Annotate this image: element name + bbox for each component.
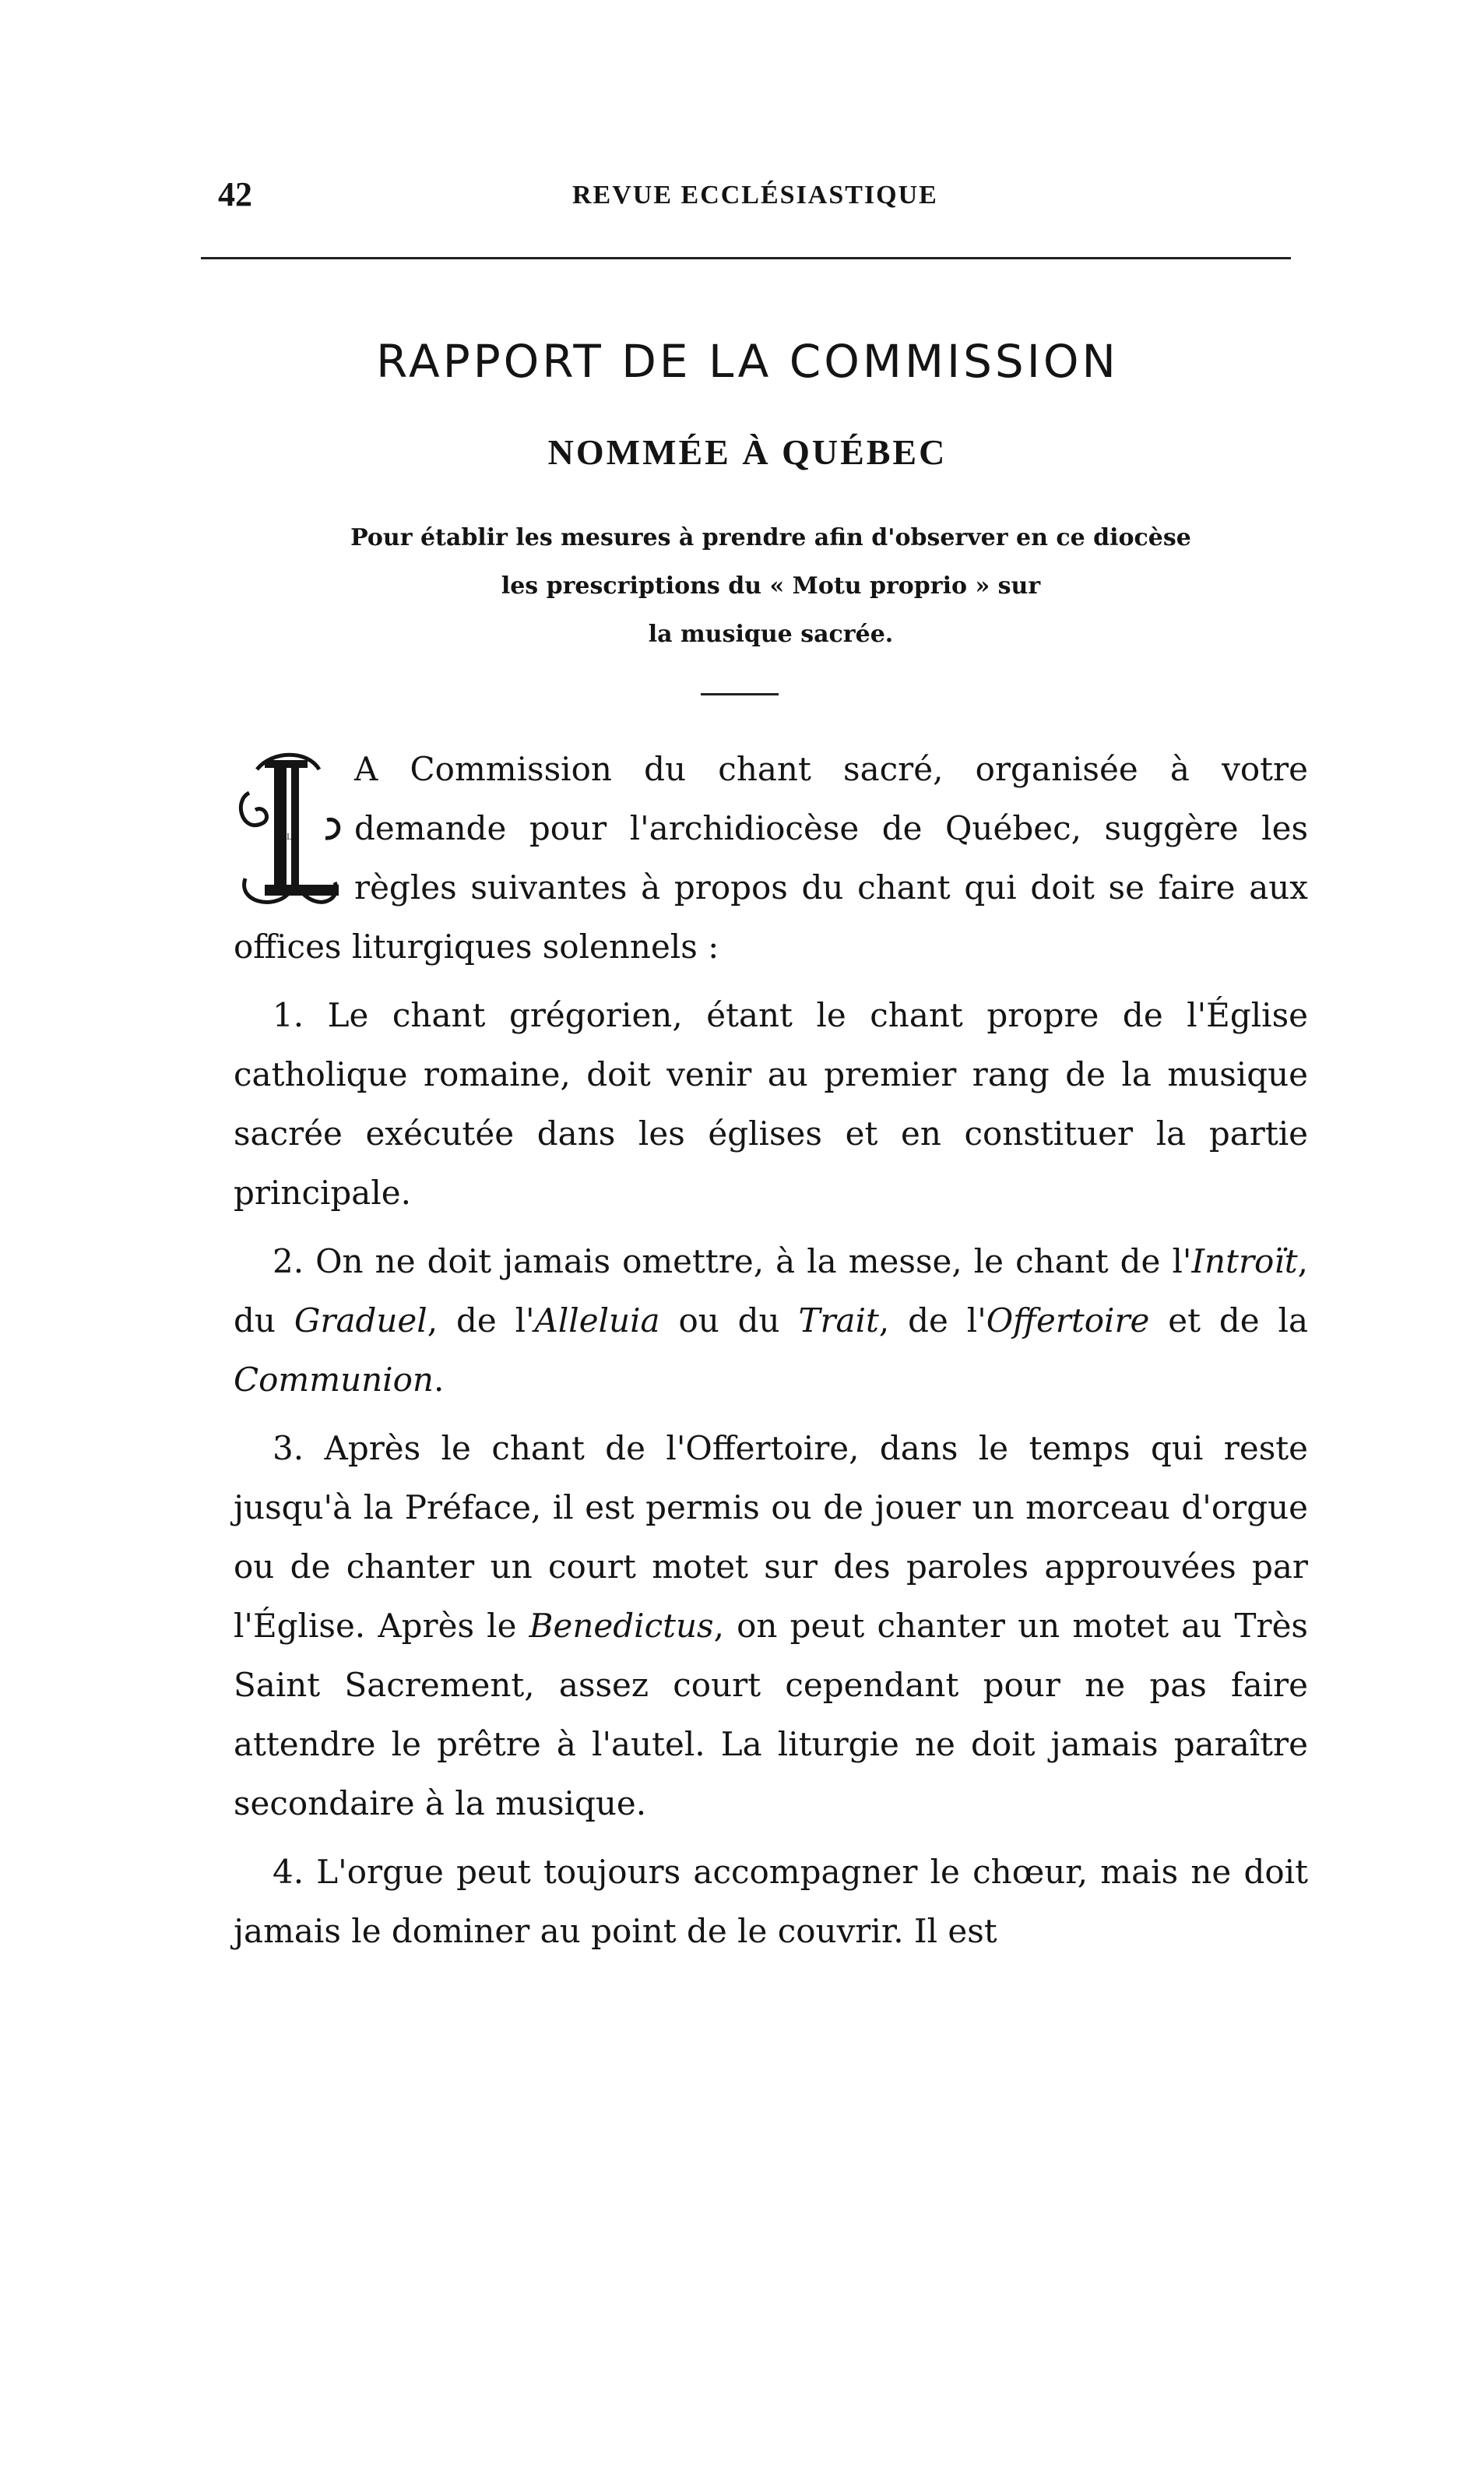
- purpose-line: Pour établir les mesures à prendre afin d'observer en ce diocèse: [350, 524, 1191, 551]
- article-title: RAPPORT DE LA COMMISSION: [376, 335, 1119, 388]
- purpose-line: les prescriptions du « Motu proprio » sur: [501, 572, 1041, 600]
- term-alleluia: Alleluia: [534, 1301, 660, 1340]
- rule-2-text: , de l': [878, 1301, 986, 1340]
- rule-2-text: .: [433, 1361, 445, 1399]
- rule-2-text: et de la: [1149, 1301, 1308, 1340]
- rule-2-text: ou du: [659, 1301, 799, 1340]
- rule-2-text: , de l': [427, 1301, 535, 1340]
- intro-paragraph: [234, 740, 1308, 977]
- article-subtitle: NOMMÉE À QUÉBEC: [547, 432, 948, 472]
- rule-3: [234, 1419, 1308, 1833]
- page-number: 42: [218, 175, 252, 213]
- rule-4: 4. L'orgue peut toujours accompagner le chœur, mais ne doit jamais le dominer au point de le couvrir. Il est: [234, 1853, 1308, 1950]
- rule-3-text: 3. Après le chant de l'Offertoire, dans le temps qui reste jusqu'à la Préface, il est permis ou de jouer un morceau d'orgue ou de chanter un court motet sur des paroles approuvées par l'Église. Après le: [234, 1429, 1308, 1645]
- rule-3-text: , on peut chanter un motet au Très Saint Sacrement, assez court cependant pour ne pas faire attendre le prêtre à l'autel. La liturgie ne doit jamais paraître secondaire à la musique.: [234, 1607, 1308, 1822]
- rule-2-text: 2. On ne doit jamais omettre, à la messe, le chant de l': [273, 1242, 1192, 1280]
- term-graduel: Graduel: [294, 1301, 427, 1340]
- rule-1: 1. Le chant grégorien, étant le chant propre de l'Église catholique romaine, doit venir au premier rang de la musique sacrée exécutée dans les églises et en constituer la partie principale.: [234, 996, 1308, 1212]
- term-offertoire: Offertoire: [986, 1301, 1150, 1340]
- rule-2-text: , du: [234, 1242, 1308, 1340]
- intro-text: A Commission du chant sacré, organisée à votre demande pour l'archidiocèse de Québec, suggère les règles suivantes à propos du chant qui doit se faire aux offices liturgiques solennels :: [234, 750, 1308, 966]
- rule-2: [234, 1232, 1308, 1410]
- header-rule: [201, 257, 1291, 259]
- journal-title: REVUE ECCLÉSIASTIQUE: [572, 181, 938, 209]
- section-divider: [701, 693, 779, 695]
- term-introit: Introït: [1191, 1242, 1298, 1280]
- ornamental-dropcap-l-icon: [234, 746, 346, 914]
- dropcap-letter: L: [287, 833, 292, 842]
- term-benedictus: Benedictus: [529, 1607, 714, 1645]
- term-trait: Trait: [798, 1301, 879, 1340]
- purpose-line: la musique sacrée.: [648, 621, 894, 648]
- body-text: [234, 740, 1308, 1970]
- term-communion: Communion: [234, 1361, 434, 1399]
- article-purpose: [226, 514, 1316, 659]
- running-head: [218, 174, 1292, 221]
